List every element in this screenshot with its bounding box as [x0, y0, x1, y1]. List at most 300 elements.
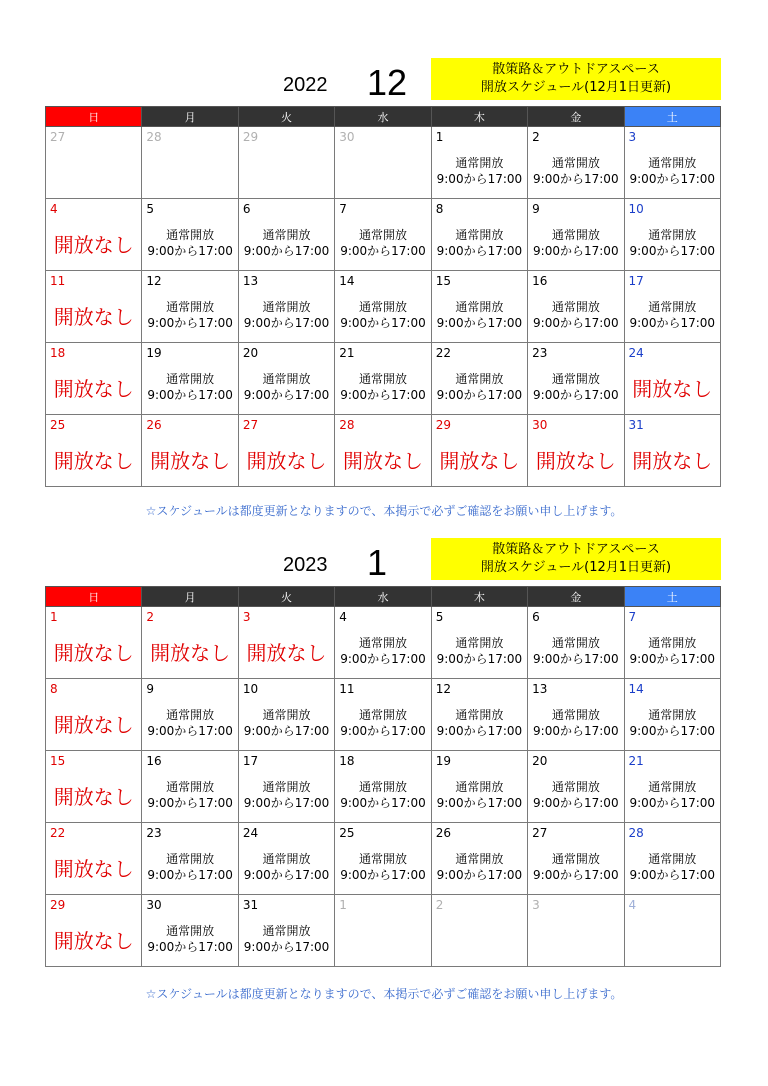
- open-label: 通常開放: [551, 708, 600, 722]
- day-cell: [335, 271, 431, 343]
- weekday-header: 金: [528, 107, 624, 127]
- open-status: [239, 851, 334, 883]
- day-cell: [624, 127, 720, 199]
- open-label: 通常開放: [551, 228, 600, 242]
- open-hours: 9:00から17:00: [340, 388, 426, 402]
- open-hours: 9:00から17:00: [436, 388, 523, 402]
- day-number: 3: [532, 898, 540, 912]
- open-hours: 9:00から17:00: [629, 172, 716, 186]
- day-cell: [624, 343, 720, 415]
- day-cell: [46, 679, 142, 751]
- open-status: [142, 371, 237, 403]
- day-cell: [528, 415, 624, 487]
- open-hours: 9:00から17:00: [147, 868, 233, 882]
- closed-status: 開放なし: [53, 449, 134, 473]
- open-status: [335, 635, 430, 667]
- open-status: [335, 707, 430, 739]
- day-cell: [335, 895, 431, 967]
- week-row: [46, 607, 721, 679]
- day-number: 24: [628, 346, 644, 360]
- day-number: 20: [532, 754, 548, 768]
- day-cell: [431, 823, 527, 895]
- open-hours: 9:00から17:00: [436, 868, 523, 882]
- day-cell: [528, 607, 624, 679]
- open-status: [528, 371, 623, 403]
- day-cell: [142, 679, 238, 751]
- day-cell: [142, 823, 238, 895]
- week-row: [46, 751, 721, 823]
- day-number: 30: [146, 898, 162, 912]
- open-hours: 9:00から17:00: [436, 652, 523, 666]
- week-row: [46, 895, 721, 967]
- day-number: 30: [339, 130, 355, 144]
- open-hours: 9:00から17:00: [340, 724, 426, 738]
- day-cell: [142, 271, 238, 343]
- day-number: 29: [435, 418, 451, 432]
- open-status: [432, 155, 527, 187]
- day-cell: [431, 607, 527, 679]
- day-cell: [142, 343, 238, 415]
- open-status: [528, 707, 623, 739]
- open-status: [239, 779, 334, 811]
- schedule-notice: [431, 538, 721, 580]
- open-label: 通常開放: [166, 780, 215, 794]
- open-status: [239, 299, 334, 331]
- day-number: 28: [146, 130, 162, 144]
- open-hours: 9:00から17:00: [436, 796, 523, 810]
- day-cell: [46, 751, 142, 823]
- open-label: 通常開放: [262, 708, 311, 722]
- open-status: [432, 707, 527, 739]
- day-cell: [46, 607, 142, 679]
- open-label: 通常開放: [648, 852, 697, 866]
- day-number: 8: [50, 682, 58, 696]
- open-label: 通常開放: [166, 708, 215, 722]
- open-label: 通常開放: [358, 636, 407, 650]
- weekday-header: 月: [142, 107, 238, 127]
- day-cell: [528, 751, 624, 823]
- day-cell: [238, 751, 334, 823]
- day-number: 15: [50, 754, 66, 768]
- open-label: 通常開放: [455, 228, 504, 242]
- day-number: 1: [50, 610, 58, 624]
- day-number: 11: [50, 274, 66, 288]
- day-cell: [431, 343, 527, 415]
- open-label: 通常開放: [551, 636, 600, 650]
- closed-status: 開放なし: [53, 785, 134, 809]
- open-label: 通常開放: [358, 228, 407, 242]
- day-cell: [431, 895, 527, 967]
- open-status: [239, 371, 334, 403]
- weekday-header: 木: [431, 587, 527, 607]
- open-hours: 9:00から17:00: [243, 244, 330, 258]
- open-hours: 9:00から17:00: [436, 724, 523, 738]
- open-hours: 9:00から17:00: [340, 796, 426, 810]
- footnote: ☆スケジュールは都度更新となりますので、本掲示で必ずご確認をお願い申し上げます。: [145, 987, 623, 1001]
- open-label: 通常開放: [648, 156, 697, 170]
- day-number: 16: [146, 754, 162, 768]
- day-cell: [238, 895, 334, 967]
- open-hours: 9:00から17:00: [629, 244, 716, 258]
- open-status: [432, 635, 527, 667]
- open-status: [625, 707, 720, 739]
- day-number: 28: [339, 418, 355, 432]
- day-number: 25: [50, 418, 66, 432]
- open-label: 通常開放: [166, 924, 215, 938]
- day-number: 5: [435, 610, 444, 624]
- open-hours: 9:00から17:00: [147, 388, 233, 402]
- day-number: 30: [532, 418, 548, 432]
- open-status: [625, 299, 720, 331]
- day-number: 6: [532, 610, 540, 624]
- notice-line1: 散策路＆アウトドアスペース: [492, 542, 660, 557]
- open-hours: 9:00から17:00: [436, 244, 523, 258]
- open-hours: 9:00から17:00: [533, 388, 619, 402]
- day-number: 14: [628, 682, 644, 696]
- day-cell: [335, 751, 431, 823]
- closed-status: 開放なし: [535, 449, 616, 473]
- day-cell: [142, 895, 238, 967]
- open-hours: 9:00から17:00: [147, 940, 233, 954]
- closed-status: 開放なし: [53, 305, 134, 329]
- weekday-header: 火: [238, 587, 334, 607]
- open-label: 通常開放: [358, 372, 407, 386]
- weekday-header: 日: [46, 107, 142, 127]
- open-label: 通常開放: [358, 780, 407, 794]
- open-label: 通常開放: [358, 852, 407, 866]
- day-number: 26: [435, 826, 451, 840]
- open-status: [528, 635, 623, 667]
- day-number: 4: [50, 202, 58, 216]
- day-number: 23: [532, 346, 548, 360]
- closed-status: 開放なし: [632, 377, 713, 401]
- day-number: 24: [242, 826, 259, 840]
- day-cell: [142, 751, 238, 823]
- closed-status: 開放なし: [53, 713, 134, 737]
- closed-status: 開放なし: [53, 377, 134, 401]
- day-number: 12: [435, 682, 451, 696]
- week-row: [46, 415, 721, 487]
- open-label: 通常開放: [648, 228, 697, 242]
- open-hours: 9:00から17:00: [436, 172, 523, 186]
- open-hours: 9:00から17:00: [533, 316, 619, 330]
- day-cell: [335, 823, 431, 895]
- open-status: [239, 923, 334, 955]
- day-number: 17: [628, 274, 644, 288]
- open-label: 通常開放: [262, 780, 311, 794]
- day-cell: [431, 415, 527, 487]
- open-hours: 9:00から17:00: [533, 868, 619, 882]
- day-cell: [624, 751, 720, 823]
- calendar-grid: [45, 106, 721, 487]
- open-label: 通常開放: [166, 300, 215, 314]
- open-status: [142, 779, 237, 811]
- day-number: 13: [532, 682, 548, 696]
- day-cell: [528, 199, 624, 271]
- day-cell: [142, 415, 238, 487]
- closed-status: 開放なし: [53, 641, 134, 665]
- open-status: [625, 227, 720, 259]
- open-label: 通常開放: [551, 780, 600, 794]
- day-number: 25: [339, 826, 355, 840]
- day-cell: [238, 607, 334, 679]
- open-status: [625, 851, 720, 883]
- day-cell: [528, 823, 624, 895]
- open-label: 通常開放: [262, 924, 311, 938]
- day-cell: [528, 679, 624, 751]
- day-number: 10: [628, 202, 644, 216]
- open-status: [335, 851, 430, 883]
- week-row: [46, 127, 721, 199]
- weekday-header: 水: [335, 107, 431, 127]
- day-number: 22: [435, 346, 451, 360]
- day-number: 19: [435, 754, 451, 768]
- day-cell: [46, 127, 142, 199]
- notice-line2: 開放スケジュール(12月1日更新): [480, 80, 672, 95]
- day-cell: [624, 607, 720, 679]
- day-cell: [624, 199, 720, 271]
- day-cell: [624, 415, 720, 487]
- day-cell: [46, 415, 142, 487]
- open-status: [528, 779, 623, 811]
- open-status: [432, 371, 527, 403]
- weekday-header: 日: [46, 587, 142, 607]
- notice-line1: 散策路＆アウトドアスペース: [492, 62, 660, 77]
- calendar-year: 2022: [283, 74, 328, 96]
- open-hours: 9:00から17:00: [243, 388, 330, 402]
- day-cell: [142, 199, 238, 271]
- day-number: 27: [242, 418, 259, 432]
- day-number: 12: [146, 274, 162, 288]
- day-cell: [624, 895, 720, 967]
- day-cell: [46, 895, 142, 967]
- day-cell: [335, 607, 431, 679]
- week-row: [46, 199, 721, 271]
- day-cell: [142, 607, 238, 679]
- day-number: 3: [628, 130, 637, 144]
- open-hours: 9:00から17:00: [533, 796, 619, 810]
- week-row: [46, 271, 721, 343]
- open-hours: 9:00から17:00: [147, 724, 233, 738]
- weekday-header: 土: [624, 107, 720, 127]
- open-hours: 9:00から17:00: [243, 724, 330, 738]
- week-row: [46, 679, 721, 751]
- day-number: 22: [50, 826, 66, 840]
- open-label: 通常開放: [166, 852, 215, 866]
- day-cell: [431, 127, 527, 199]
- open-label: 通常開放: [358, 300, 407, 314]
- open-label: 通常開放: [551, 372, 600, 386]
- day-number: 18: [50, 346, 66, 360]
- open-label: 通常開放: [166, 228, 215, 242]
- open-status: [142, 227, 237, 259]
- day-number: 2: [146, 610, 155, 624]
- day-cell: [624, 679, 720, 751]
- day-cell: [431, 199, 527, 271]
- open-hours: 9:00から17:00: [243, 940, 330, 954]
- day-number: 18: [339, 754, 355, 768]
- day-number: 14: [339, 274, 355, 288]
- open-label: 通常開放: [262, 852, 311, 866]
- open-status: [528, 851, 623, 883]
- day-cell: [46, 343, 142, 415]
- day-number: 1: [339, 898, 347, 912]
- open-status: [335, 227, 430, 259]
- open-label: 通常開放: [551, 300, 600, 314]
- open-label: 通常開放: [262, 372, 311, 386]
- day-cell: [46, 823, 142, 895]
- open-hours: 9:00から17:00: [533, 724, 619, 738]
- open-status: [239, 227, 334, 259]
- open-label: 通常開放: [455, 300, 504, 314]
- open-label: 通常開放: [455, 372, 504, 386]
- open-label: 通常開放: [262, 300, 311, 314]
- day-number: 4: [339, 610, 347, 624]
- open-status: [528, 299, 623, 331]
- closed-status: 開放なし: [150, 449, 231, 473]
- day-number: 11: [339, 682, 355, 696]
- open-hours: 9:00から17:00: [340, 244, 426, 258]
- day-number: 5: [146, 202, 155, 216]
- closed-status: 開放なし: [342, 449, 423, 473]
- open-hours: 9:00から17:00: [147, 316, 233, 330]
- closed-status: 開放なし: [53, 929, 134, 953]
- day-number: 1: [435, 130, 444, 144]
- open-label: 通常開放: [648, 780, 697, 794]
- day-number: 16: [532, 274, 548, 288]
- open-status: [239, 707, 334, 739]
- day-cell: [238, 343, 334, 415]
- open-hours: 9:00から17:00: [243, 316, 330, 330]
- day-cell: [238, 271, 334, 343]
- open-label: 通常開放: [551, 852, 600, 866]
- day-cell: [46, 199, 142, 271]
- open-hours: 9:00から17:00: [629, 796, 716, 810]
- calendar-month: 1: [367, 542, 388, 583]
- day-cell: [142, 127, 238, 199]
- open-status: [142, 707, 237, 739]
- day-number: 4: [628, 898, 637, 912]
- day-cell: [335, 127, 431, 199]
- open-label: 通常開放: [358, 708, 407, 722]
- closed-status: 開放なし: [150, 641, 231, 665]
- open-label: 通常開放: [455, 780, 504, 794]
- open-label: 通常開放: [551, 156, 600, 170]
- open-status: [432, 779, 527, 811]
- open-status: [335, 371, 430, 403]
- day-number: 21: [628, 754, 644, 768]
- day-cell: [431, 679, 527, 751]
- day-number: 21: [339, 346, 355, 360]
- weekday-header: 土: [624, 587, 720, 607]
- day-cell: [431, 751, 527, 823]
- day-number: 10: [242, 682, 259, 696]
- day-number: 27: [50, 130, 66, 144]
- day-cell: [624, 823, 720, 895]
- closed-status: 開放なし: [439, 449, 520, 473]
- open-label: 通常開放: [648, 708, 697, 722]
- day-cell: [528, 895, 624, 967]
- day-number: 2: [532, 130, 540, 144]
- day-number: 31: [242, 898, 259, 912]
- open-status: [432, 227, 527, 259]
- open-label: 通常開放: [455, 636, 504, 650]
- open-label: 通常開放: [166, 372, 215, 386]
- closed-status: 開放なし: [632, 449, 713, 473]
- closed-status: 開放なし: [53, 857, 134, 881]
- day-cell: [335, 199, 431, 271]
- notice-line2: 開放スケジュール(12月1日更新): [480, 560, 672, 575]
- open-hours: 9:00から17:00: [533, 244, 619, 258]
- day-number: 7: [628, 610, 637, 624]
- day-cell: [238, 415, 334, 487]
- day-number: 17: [242, 754, 259, 768]
- open-hours: 9:00から17:00: [629, 868, 716, 882]
- open-label: 通常開放: [648, 300, 697, 314]
- day-number: 31: [628, 418, 644, 432]
- weekday-header: 金: [528, 587, 624, 607]
- open-hours: 9:00から17:00: [533, 652, 619, 666]
- open-hours: 9:00から17:00: [147, 244, 233, 258]
- open-hours: 9:00から17:00: [629, 652, 716, 666]
- open-hours: 9:00から17:00: [340, 868, 426, 882]
- calendar-grid: [45, 586, 721, 967]
- day-cell: [528, 271, 624, 343]
- day-cell: [431, 271, 527, 343]
- open-hours: 9:00から17:00: [629, 724, 716, 738]
- day-number: 3: [242, 610, 251, 624]
- footnote: ☆スケジュールは都度更新となりますので、本掲示で必ずご確認をお願い申し上げます。: [145, 504, 623, 518]
- open-status: [528, 227, 623, 259]
- calendar-year: 2023: [283, 554, 328, 576]
- open-label: 通常開放: [455, 852, 504, 866]
- day-cell: [528, 127, 624, 199]
- day-cell: [624, 271, 720, 343]
- day-cell: [238, 199, 334, 271]
- open-status: [142, 851, 237, 883]
- open-status: [142, 923, 237, 955]
- day-number: 9: [146, 682, 155, 696]
- schedule-notice: [431, 58, 721, 100]
- closed-status: 開放なし: [246, 641, 327, 665]
- day-cell: [335, 415, 431, 487]
- open-status: [335, 299, 430, 331]
- day-cell: [335, 343, 431, 415]
- weekday-header: 火: [238, 107, 334, 127]
- open-status: [432, 851, 527, 883]
- day-number: 29: [50, 898, 66, 912]
- day-number: 15: [435, 274, 451, 288]
- day-cell: [238, 679, 334, 751]
- open-status: [335, 779, 430, 811]
- day-number: 2: [435, 898, 444, 912]
- closed-status: 開放なし: [246, 449, 327, 473]
- open-hours: 9:00から17:00: [533, 172, 619, 186]
- day-cell: [335, 679, 431, 751]
- open-hours: 9:00から17:00: [147, 796, 233, 810]
- day-cell: [238, 127, 334, 199]
- closed-status: 開放なし: [53, 233, 134, 257]
- week-row: [46, 823, 721, 895]
- open-hours: 9:00から17:00: [340, 316, 426, 330]
- weekday-header: 月: [142, 587, 238, 607]
- weekday-header: 木: [431, 107, 527, 127]
- weekday-header: 水: [335, 587, 431, 607]
- open-label: 通常開放: [262, 228, 311, 242]
- day-number: 6: [242, 202, 251, 216]
- open-status: [142, 299, 237, 331]
- day-number: 8: [435, 202, 444, 216]
